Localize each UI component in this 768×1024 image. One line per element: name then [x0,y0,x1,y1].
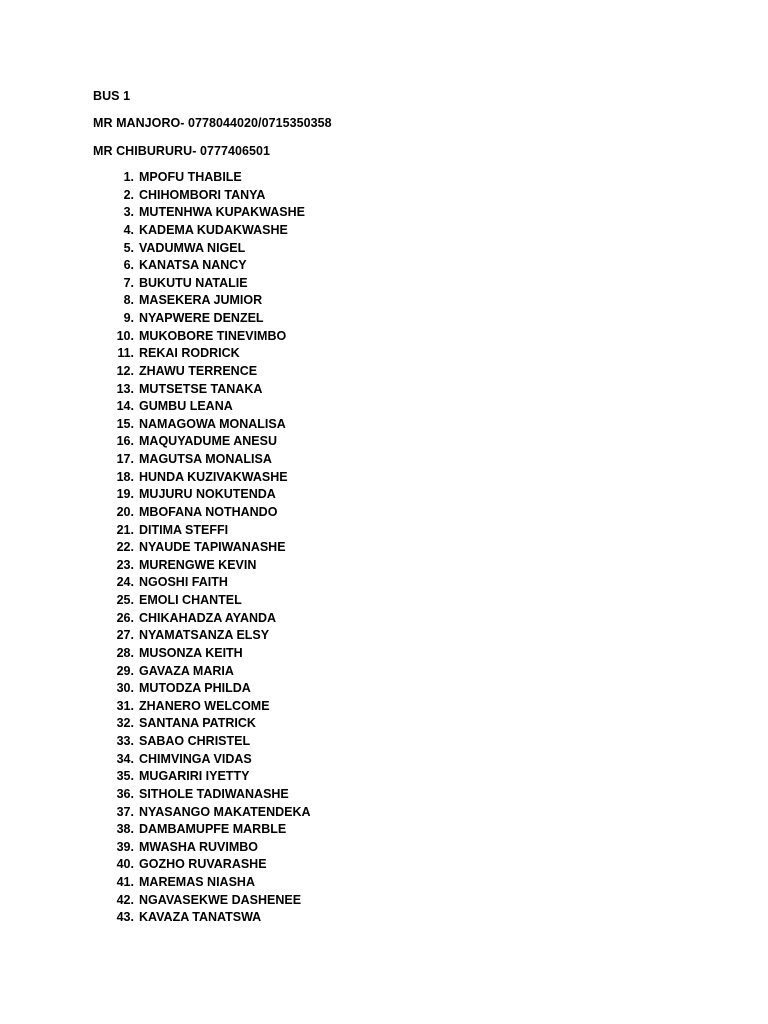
student-name: KANATSA NANCY [139,258,247,273]
list-number: 22. [116,540,134,555]
list-number: 7. [123,275,134,290]
list-number: 30. [116,681,134,696]
list-number: 11. [117,346,134,361]
list-number: 16. [116,434,134,449]
student-name: DAMBAMUPFE MARBLE [139,822,287,837]
student-name: SANTANA PATRICK [139,716,256,731]
list-number: 41. [116,875,134,889]
list-number: 4. [123,222,134,237]
student-name: MUSONZA KEITH [139,645,243,660]
student-name: MUGARIRI IYETTY [139,769,250,784]
list-number: 8. [123,293,134,308]
student-name: HUNDA KUZIVAKWASHE [139,469,288,484]
list-number: 26. [116,610,134,625]
list-number: 34. [116,751,134,766]
list-number: 42. [116,892,134,907]
list-number: 19. [116,487,134,502]
student-name: VADUMWA NIGEL [139,240,246,255]
student-name: MUTSETSE TANAKA [139,381,263,396]
list-number: 38. [116,822,134,837]
student-name: NGAVASEKWE DASHENEE [139,892,302,907]
student-name: DITIMA STEFFI [139,522,229,537]
student-name: CHIHOMBORI TANYA [139,187,266,202]
contact-chibururu: MR CHIBURURU- 0777406501 [93,144,270,158]
bus-heading: BUS 1 [93,89,131,103]
student-name: ZHANERO WELCOME [139,698,270,713]
student-name: REKAI RODRICK [139,346,240,361]
contact-manjoro: MR MANJORO- 0778044020/0715350358 [93,116,332,130]
list-number: 43. [116,910,134,925]
student-name: SITHOLE TADIWANASHE [139,786,289,801]
list-number: 23. [116,557,134,572]
list-number: 14. [116,399,134,414]
list-number: 3. [123,205,134,220]
list-number: 40. [116,857,134,872]
student-name: CHIKAHADZA AYANDA [139,610,277,625]
list-number: 13. [116,381,134,396]
list-number: 29. [116,663,134,678]
student-name: MUTENHWA KUPAKWASHE [139,205,305,220]
student-name: BUKUTU NATALIE [139,275,248,290]
student-name: MAREMAS NIASHA [139,875,255,889]
student-name: MUTODZA PHILDA [139,681,251,696]
student-name: MURENGWE KEVIN [139,557,257,572]
list-number: 2. [123,187,134,202]
student-name: NYAPWERE DENZEL [139,311,264,325]
student-name: GOZHO RUVARASHE [139,857,267,872]
list-number: 25. [116,593,134,607]
list-number: 5. [123,240,134,255]
student-name: EMOLI CHANTEL [139,593,242,607]
list-number: 17. [116,452,134,466]
student-name: MASEKERA JUMIOR [139,293,263,308]
student-name: MBOFANA NOTHANDO [139,504,278,519]
list-number: 37. [116,804,134,819]
student-name: MAQUYADUME ANESU [139,434,277,449]
student-name: MAGUTSA MONALISA [139,452,272,466]
student-name: ZHAWU TERRENCE [139,363,258,378]
list-number: 18. [116,469,134,484]
list-number: 24. [116,575,134,590]
student-name: NYASANGO MAKATENDEKA [139,804,311,819]
student-name: SABAO CHRISTEL [139,734,251,748]
list-number: 20. [116,504,134,519]
list-number: 36. [116,786,134,801]
list-number: 33. [116,734,134,748]
student-name: NGOSHI FAITH [139,575,228,590]
student-name: GAVAZA MARIA [139,663,234,678]
student-name: MUJURU NOKUTENDA [139,487,276,502]
student-name: MWASHA RUVIMBO [139,839,258,854]
student-name: MUKOBORE TINEVIMBO [139,328,287,343]
student-name: GUMBU LEANA [139,399,233,414]
list-number: 31. [116,698,134,713]
student-name: CHIMVINGA VIDAS [139,751,252,766]
list-number: 35. [116,769,134,784]
list-number: 9. [123,311,134,325]
list-number: 28. [116,645,134,660]
list-number: 10. [116,328,134,343]
student-name: KAVAZA TANATSWA [139,910,262,925]
student-name: NYAMATSANZA ELSY [139,628,270,643]
student-name: NAMAGOWA MONALISA [139,416,286,431]
student-name: MPOFU THABILE [139,170,242,184]
list-number: 21. [116,522,134,537]
list-number: 27. [116,628,134,643]
list-number: 32. [116,716,134,731]
list-number: 1. [123,170,134,184]
list-number: 39. [116,839,134,854]
student-name: NYAUDE TAPIWANASHE [139,540,286,555]
list-number: 15. [116,416,134,431]
list-number: 6. [123,258,134,273]
list-number: 12. [116,363,134,378]
student-name: KADEMA KUDAKWASHE [139,222,288,237]
